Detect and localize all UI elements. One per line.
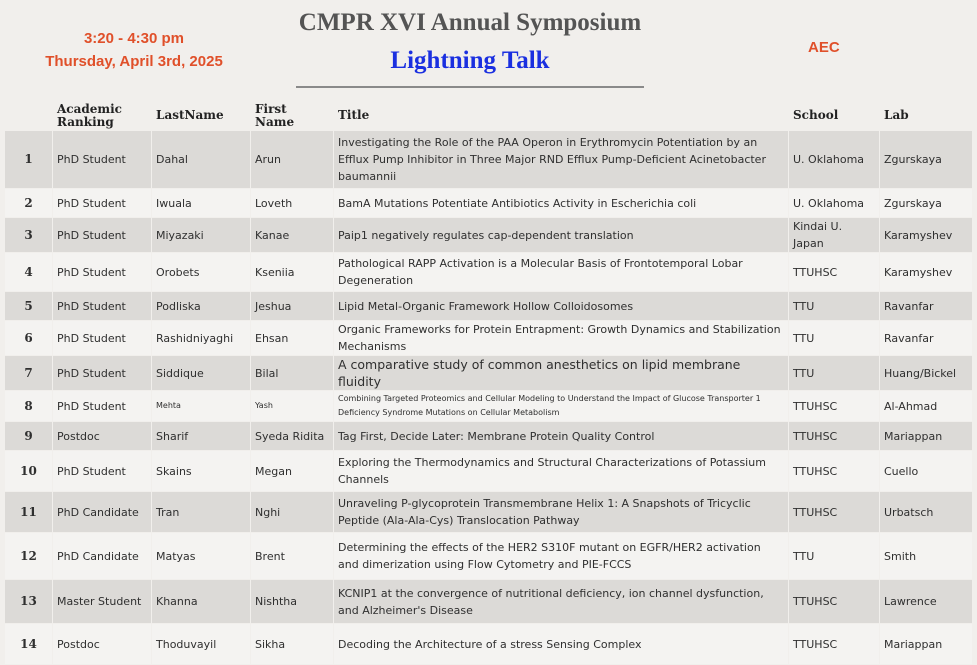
session-time: 3:20 - 4:30 pm bbox=[83, 30, 185, 47]
table-row bbox=[5, 189, 972, 217]
title-underline bbox=[296, 86, 644, 88]
last-name: Podliska bbox=[152, 292, 250, 320]
table-row bbox=[5, 391, 972, 421]
venue-label: AEC bbox=[808, 39, 840, 56]
last-name: Sharif bbox=[152, 422, 250, 450]
lab: Lawrence bbox=[880, 580, 972, 623]
table-row bbox=[5, 451, 972, 491]
lab: Karamyshev bbox=[880, 218, 972, 252]
page-title: CMPR XVI Annual Symposium bbox=[298, 9, 642, 36]
academic-ranking: Postdoc bbox=[53, 624, 151, 664]
page-subtitle: Lightning Talk bbox=[390, 47, 550, 74]
table-row bbox=[5, 131, 972, 188]
column-header-title: Title bbox=[334, 101, 788, 130]
last-name: Rashidniyaghi bbox=[152, 321, 250, 355]
academic-ranking: PhD Student bbox=[53, 253, 151, 291]
table-row bbox=[5, 492, 972, 532]
row-number: 1 bbox=[5, 131, 52, 188]
talk-title: Unraveling P-glycoprotein Transmembrane Helix 1: A Snapshots of Tricyclic Peptide (Ala-Ala-Cys) Translocation Pathway bbox=[334, 492, 788, 532]
academic-ranking: PhD Student bbox=[53, 292, 151, 320]
row-number: 7 bbox=[5, 356, 52, 390]
first-name: Nishtha bbox=[251, 580, 333, 623]
column-header-number bbox=[5, 101, 52, 130]
school: TTUHSC bbox=[789, 624, 879, 664]
row-number: 14 bbox=[5, 624, 52, 664]
first-name: Bilal bbox=[251, 356, 333, 390]
last-name: Khanna bbox=[152, 580, 250, 623]
lab: Mariappan bbox=[880, 624, 972, 664]
talk-title: Exploring the Thermodynamics and Structural Characterizations of Potassium Channels bbox=[334, 451, 788, 491]
schedule-table bbox=[4, 100, 973, 665]
first-name: Ehsan bbox=[251, 321, 333, 355]
academic-ranking: PhD Student bbox=[53, 391, 151, 421]
first-name: Brent bbox=[251, 533, 333, 579]
last-name: Iwuala bbox=[152, 189, 250, 217]
lab: Ravanfar bbox=[880, 321, 972, 355]
talk-title: Determining the effects of the HER2 S310F mutant on EGFR/HER2 activation and dimerization using Flow Cytometry and PIE-FCCS bbox=[334, 533, 788, 579]
first-name: Sikha bbox=[251, 624, 333, 664]
lab: Urbatsch bbox=[880, 492, 972, 532]
table-row bbox=[5, 422, 972, 450]
last-name: Mehta bbox=[152, 391, 250, 421]
talk-title: A comparative study of common anesthetics on lipid membrane fluidity bbox=[334, 356, 788, 390]
talk-title: Pathological RAPP Activation is a Molecular Basis of Frontotemporal Lobar Degeneration bbox=[334, 253, 788, 291]
column-header-ranking: Academic Ranking bbox=[53, 101, 151, 130]
table-header-row bbox=[5, 101, 972, 130]
school: TTUHSC bbox=[789, 253, 879, 291]
academic-ranking: PhD Student bbox=[53, 189, 151, 217]
talk-title: BamA Mutations Potentiate Antibiotics Activity in Escherichia coli bbox=[334, 189, 788, 217]
row-number: 6 bbox=[5, 321, 52, 355]
school: TTU bbox=[789, 356, 879, 390]
lab: Zgurskaya bbox=[880, 131, 972, 188]
academic-ranking: PhD Candidate bbox=[53, 533, 151, 579]
academic-ranking: Postdoc bbox=[53, 422, 151, 450]
talk-title: Investigating the Role of the PAA Operon in Erythromycin Potentiation by an Efflux Pump Inhibitor in Three Major RND Efflux Pump-Deficient Acinetobacter baumannii bbox=[334, 131, 788, 188]
row-number: 3 bbox=[5, 218, 52, 252]
academic-ranking: PhD Student bbox=[53, 321, 151, 355]
row-number: 13 bbox=[5, 580, 52, 623]
school: TTUHSC bbox=[789, 422, 879, 450]
row-number: 9 bbox=[5, 422, 52, 450]
table-row bbox=[5, 533, 972, 579]
academic-ranking: PhD Student bbox=[53, 218, 151, 252]
table-row bbox=[5, 356, 972, 390]
row-number: 12 bbox=[5, 533, 52, 579]
talk-title: Decoding the Architecture of a stress Sensing Complex bbox=[334, 624, 788, 664]
row-number: 10 bbox=[5, 451, 52, 491]
table-row bbox=[5, 624, 972, 664]
lab: Ravanfar bbox=[880, 292, 972, 320]
column-header-lastname: LastName bbox=[152, 101, 250, 130]
talk-title: Paip1 negatively regulates cap-dependent translation bbox=[334, 218, 788, 252]
school: TTU bbox=[789, 321, 879, 355]
academic-ranking: PhD Student bbox=[53, 356, 151, 390]
first-name: Arun bbox=[251, 131, 333, 188]
talk-title: Organic Frameworks for Protein Entrapment: Growth Dynamics and Stabilization Mechanisms bbox=[334, 321, 788, 355]
school: TTU bbox=[789, 292, 879, 320]
first-name: Loveth bbox=[251, 189, 333, 217]
last-name: Siddique bbox=[152, 356, 250, 390]
table-row bbox=[5, 580, 972, 623]
lab: Smith bbox=[880, 533, 972, 579]
first-name: Syeda Ridita bbox=[251, 422, 333, 450]
school: Kindai U. Japan bbox=[789, 218, 879, 252]
school: U. Oklahoma bbox=[789, 131, 879, 188]
talk-title: KCNIP1 at the convergence of nutritional deficiency, ion channel dysfunction, and Alzheimer's Disease bbox=[334, 580, 788, 623]
first-name: Kseniia bbox=[251, 253, 333, 291]
last-name: Orobets bbox=[152, 253, 250, 291]
table-row bbox=[5, 253, 972, 291]
school: TTUHSC bbox=[789, 451, 879, 491]
column-header-school: School bbox=[789, 101, 879, 130]
table-row bbox=[5, 292, 972, 320]
last-name: Matyas bbox=[152, 533, 250, 579]
academic-ranking: PhD Candidate bbox=[53, 492, 151, 532]
talk-title: Tag First, Decide Later: Membrane Protein Quality Control bbox=[334, 422, 788, 450]
lab: Huang/Bickel bbox=[880, 356, 972, 390]
school: U. Oklahoma bbox=[789, 189, 879, 217]
talk-title: Combining Targeted Proteomics and Cellular Modeling to Understand the Impact of Glucose Transporter 1 Deficiency Syndrome Mutations on Cellular Metabolism bbox=[334, 391, 788, 421]
school: TTUHSC bbox=[789, 391, 879, 421]
row-number: 2 bbox=[5, 189, 52, 217]
column-header-firstname: First Name bbox=[251, 101, 333, 130]
table-row bbox=[5, 321, 972, 355]
academic-ranking: Master Student bbox=[53, 580, 151, 623]
last-name: Miyazaki bbox=[152, 218, 250, 252]
school: TTUHSC bbox=[789, 492, 879, 532]
last-name: Dahal bbox=[152, 131, 250, 188]
school: TTUHSC bbox=[789, 580, 879, 623]
lab: Al-Ahmad bbox=[880, 391, 972, 421]
talk-title: Lipid Metal-Organic Framework Hollow Colloidosomes bbox=[334, 292, 788, 320]
school: TTU bbox=[789, 533, 879, 579]
last-name: Skains bbox=[152, 451, 250, 491]
last-name: Tran bbox=[152, 492, 250, 532]
last-name: Thoduvayil bbox=[152, 624, 250, 664]
lab: Karamyshev bbox=[880, 253, 972, 291]
first-name: Megan bbox=[251, 451, 333, 491]
academic-ranking: PhD Student bbox=[53, 451, 151, 491]
row-number: 4 bbox=[5, 253, 52, 291]
column-header-lab: Lab bbox=[880, 101, 972, 130]
lab: Cuello bbox=[880, 451, 972, 491]
first-name: Kanae bbox=[251, 218, 333, 252]
first-name: Jeshua bbox=[251, 292, 333, 320]
row-number: 11 bbox=[5, 492, 52, 532]
row-number: 8 bbox=[5, 391, 52, 421]
table-row bbox=[5, 218, 972, 252]
lab: Mariappan bbox=[880, 422, 972, 450]
first-name: Nghi bbox=[251, 492, 333, 532]
first-name: Yash bbox=[251, 391, 333, 421]
row-number: 5 bbox=[5, 292, 52, 320]
academic-ranking: PhD Student bbox=[53, 131, 151, 188]
session-date: Thursday, April 3rd, 2025 bbox=[45, 53, 223, 70]
lab: Zgurskaya bbox=[880, 189, 972, 217]
